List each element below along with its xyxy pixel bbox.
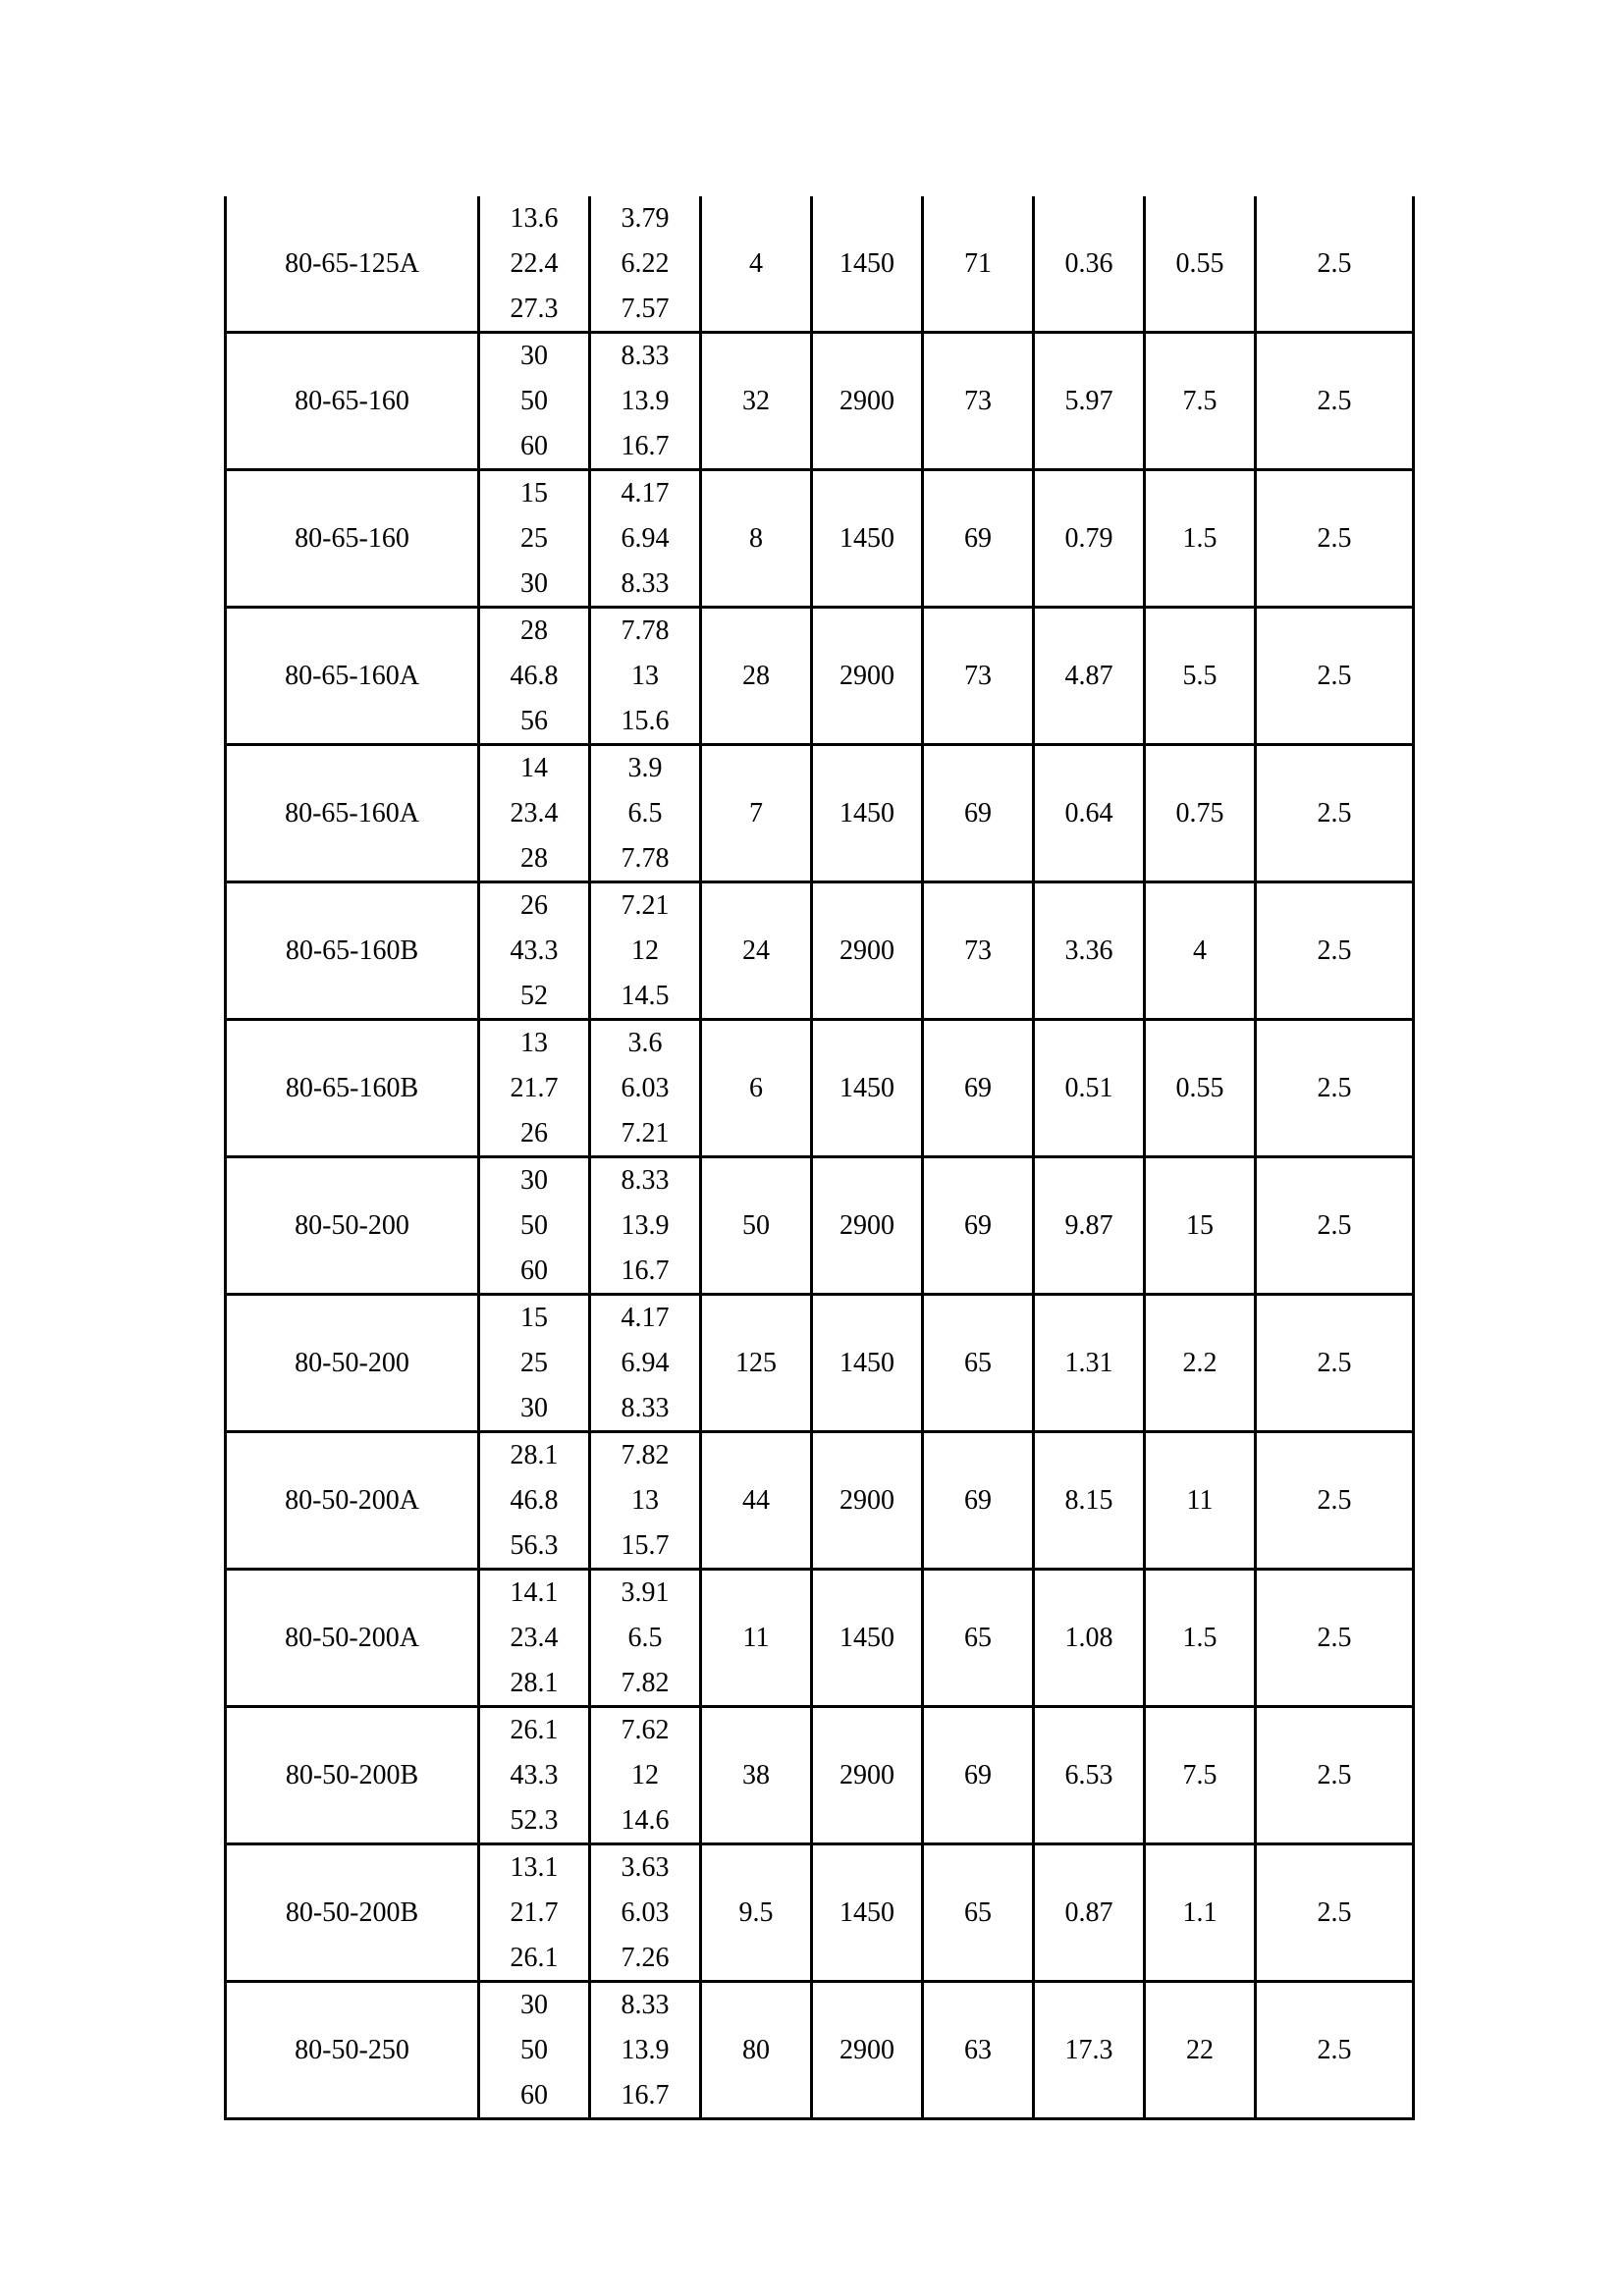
npsh-cell: 2.5	[1256, 1157, 1414, 1295]
npsh-cell: 2.5	[1256, 1432, 1414, 1570]
model-cell: 80-65-160B	[226, 882, 479, 1020]
flow-ls-cell-value: 4.17	[621, 1302, 670, 1333]
flow-m3h-cell-value: 27.3	[510, 293, 559, 324]
motor-power-cell: 1.5	[1145, 1570, 1256, 1707]
motor-power-cell: 4	[1145, 882, 1256, 1020]
npsh-cell: 2.5	[1256, 1570, 1414, 1707]
shaft-power-cell: 3.36	[1034, 882, 1145, 1020]
flow-m3h-cell-value: 30	[520, 1392, 548, 1423]
flow-ls-cell-value: 6.22	[621, 247, 670, 279]
flow-ls-cell-value: 7.82	[621, 1667, 670, 1698]
flow-m3h-cell	[479, 1570, 590, 1707]
model-cell: 80-50-200B	[226, 1844, 479, 1982]
model-cell: 80-65-125A	[226, 196, 479, 333]
table-row	[226, 1432, 1414, 1570]
flow-ls-cell-value: 3.91	[621, 1576, 670, 1608]
table-row	[226, 1982, 1414, 2119]
flow-m3h-cell-value: 23.4	[510, 1622, 559, 1653]
head-cell: 4	[701, 196, 812, 333]
pump-spec-table	[224, 196, 1415, 2120]
efficiency-cell: 65	[923, 1295, 1034, 1432]
flow-ls-cell-value: 8.33	[621, 1392, 670, 1423]
shaft-power-cell: 4.87	[1034, 608, 1145, 745]
flow-ls-cell-value: 12	[631, 934, 659, 966]
flow-m3h-cell-value: 25	[520, 1347, 548, 1378]
efficiency-cell: 73	[923, 608, 1034, 745]
head-cell: 44	[701, 1432, 812, 1570]
head-cell: 7	[701, 745, 812, 882]
shaft-power-cell: 1.08	[1034, 1570, 1145, 1707]
flow-m3h-cell-value: 50	[520, 1209, 548, 1241]
flow-m3h-cell-value: 14	[520, 752, 548, 783]
efficiency-cell: 69	[923, 1157, 1034, 1295]
efficiency-cell: 69	[923, 470, 1034, 608]
table-row	[226, 882, 1414, 1020]
npsh-cell: 2.5	[1256, 196, 1414, 333]
flow-m3h-cell-value: 15	[520, 477, 548, 508]
efficiency-cell: 65	[923, 1570, 1034, 1707]
flow-m3h-cell-value: 26	[520, 889, 548, 921]
npsh-cell: 2.5	[1256, 470, 1414, 608]
flow-ls-cell-value: 6.03	[621, 1072, 670, 1103]
flow-ls-cell	[590, 333, 701, 470]
flow-ls-cell	[590, 1707, 701, 1844]
flow-ls-cell-value: 3.6	[627, 1027, 663, 1058]
model-cell: 80-65-160A	[226, 608, 479, 745]
efficiency-cell: 69	[923, 1020, 1034, 1157]
flow-ls-cell	[590, 745, 701, 882]
speed-cell: 1450	[812, 1844, 923, 1982]
model-cell: 80-50-250	[226, 1982, 479, 2119]
npsh-cell: 2.5	[1256, 882, 1414, 1020]
flow-m3h-cell	[479, 1844, 590, 1982]
flow-m3h-cell-value: 56.3	[510, 1529, 559, 1561]
efficiency-cell: 73	[923, 882, 1034, 1020]
flow-ls-cell-value: 3.79	[621, 202, 670, 234]
flow-ls-cell-value: 7.62	[621, 1714, 670, 1745]
head-cell: 28	[701, 608, 812, 745]
shaft-power-cell: 9.87	[1034, 1157, 1145, 1295]
npsh-cell: 2.5	[1256, 1982, 1414, 2119]
flow-m3h-cell-value: 21.7	[510, 1072, 559, 1103]
flow-ls-cell-value: 6.5	[627, 797, 663, 828]
head-cell: 8	[701, 470, 812, 608]
flow-m3h-cell-value: 14.1	[510, 1576, 559, 1608]
flow-ls-cell-value: 14.5	[621, 980, 670, 1011]
flow-ls-cell	[590, 1295, 701, 1432]
flow-m3h-cell-value: 60	[520, 1255, 548, 1286]
flow-m3h-cell-value: 52	[520, 980, 548, 1011]
motor-power-cell: 7.5	[1145, 333, 1256, 470]
flow-ls-cell-value: 16.7	[621, 1255, 670, 1286]
flow-ls-cell	[590, 196, 701, 333]
flow-ls-cell-value: 4.17	[621, 477, 670, 508]
flow-ls-cell-value: 15.6	[621, 705, 670, 736]
flow-m3h-cell	[479, 745, 590, 882]
table-row	[226, 1570, 1414, 1707]
flow-m3h-cell-value: 43.3	[510, 1759, 559, 1790]
efficiency-cell: 65	[923, 1844, 1034, 1982]
flow-ls-cell-value: 7.78	[621, 614, 670, 646]
npsh-cell: 2.5	[1256, 745, 1414, 882]
head-cell: 50	[701, 1157, 812, 1295]
flow-ls-cell-value: 8.33	[621, 567, 670, 599]
flow-m3h-cell	[479, 608, 590, 745]
model-cell: 80-50-200A	[226, 1432, 479, 1570]
flow-m3h-cell-value: 28	[520, 842, 548, 874]
model-cell: 80-50-200A	[226, 1570, 479, 1707]
motor-power-cell: 1.1	[1145, 1844, 1256, 1982]
motor-power-cell: 11	[1145, 1432, 1256, 1570]
flow-m3h-cell	[479, 470, 590, 608]
speed-cell: 2900	[812, 1432, 923, 1570]
shaft-power-cell: 6.53	[1034, 1707, 1145, 1844]
flow-ls-cell	[590, 1157, 701, 1295]
model-cell: 80-65-160	[226, 333, 479, 470]
model-cell: 80-50-200	[226, 1157, 479, 1295]
flow-m3h-cell	[479, 1982, 590, 2119]
flow-m3h-cell-value: 28	[520, 614, 548, 646]
flow-ls-cell-value: 13	[631, 1484, 659, 1516]
table-row	[226, 333, 1414, 470]
shaft-power-cell: 17.3	[1034, 1982, 1145, 2119]
flow-ls-cell-value: 6.94	[621, 1347, 670, 1378]
flow-ls-cell-value: 13.9	[621, 2034, 670, 2065]
efficiency-cell: 69	[923, 1707, 1034, 1844]
flow-ls-cell-value: 14.6	[621, 1804, 670, 1836]
flow-ls-cell-value: 7.21	[621, 1117, 670, 1148]
speed-cell: 1450	[812, 1570, 923, 1707]
model-cell: 80-65-160A	[226, 745, 479, 882]
flow-m3h-cell-value: 28.1	[510, 1439, 559, 1470]
flow-m3h-cell-value: 13.1	[510, 1851, 559, 1883]
flow-ls-cell-value: 13.9	[621, 1209, 670, 1241]
motor-power-cell: 0.55	[1145, 1020, 1256, 1157]
shaft-power-cell: 0.79	[1034, 470, 1145, 608]
table-row	[226, 1295, 1414, 1432]
head-cell: 11	[701, 1570, 812, 1707]
npsh-cell: 2.5	[1256, 608, 1414, 745]
flow-ls-cell-value: 15.7	[621, 1529, 670, 1561]
head-cell: 38	[701, 1707, 812, 1844]
speed-cell: 2900	[812, 1982, 923, 2119]
flow-ls-cell-value: 13	[631, 660, 659, 691]
flow-m3h-cell-value: 56	[520, 705, 548, 736]
flow-m3h-cell	[479, 882, 590, 1020]
speed-cell: 2900	[812, 333, 923, 470]
motor-power-cell: 0.55	[1145, 196, 1256, 333]
npsh-cell: 2.5	[1256, 1295, 1414, 1432]
flow-ls-cell-value: 13.9	[621, 385, 670, 416]
flow-ls-cell	[590, 1570, 701, 1707]
table-row	[226, 196, 1414, 333]
flow-ls-cell	[590, 470, 701, 608]
flow-ls-cell	[590, 608, 701, 745]
flow-m3h-cell	[479, 1432, 590, 1570]
flow-m3h-cell-value: 30	[520, 1989, 548, 2020]
speed-cell: 1450	[812, 1020, 923, 1157]
model-cell: 80-50-200B	[226, 1707, 479, 1844]
flow-ls-cell	[590, 1020, 701, 1157]
flow-m3h-cell-value: 50	[520, 2034, 548, 2065]
flow-ls-cell-value: 12	[631, 1759, 659, 1790]
flow-ls-cell-value: 6.94	[621, 522, 670, 554]
motor-power-cell: 22	[1145, 1982, 1256, 2119]
motor-power-cell: 15	[1145, 1157, 1256, 1295]
flow-m3h-cell-value: 60	[520, 430, 548, 461]
npsh-cell: 2.5	[1256, 1844, 1414, 1982]
flow-ls-cell-value: 3.9	[627, 752, 663, 783]
speed-cell: 1450	[812, 1295, 923, 1432]
npsh-cell: 2.5	[1256, 333, 1414, 470]
shaft-power-cell: 8.15	[1034, 1432, 1145, 1570]
flow-m3h-cell	[479, 196, 590, 333]
flow-m3h-cell-value: 23.4	[510, 797, 559, 828]
flow-ls-cell-value: 7.82	[621, 1439, 670, 1470]
flow-m3h-cell-value: 43.3	[510, 934, 559, 966]
table-row	[226, 1020, 1414, 1157]
motor-power-cell: 7.5	[1145, 1707, 1256, 1844]
flow-ls-cell	[590, 882, 701, 1020]
flow-ls-cell-value: 16.7	[621, 430, 670, 461]
shaft-power-cell: 1.31	[1034, 1295, 1145, 1432]
head-cell: 80	[701, 1982, 812, 2119]
flow-ls-cell-value: 16.7	[621, 2079, 670, 2110]
speed-cell: 1450	[812, 745, 923, 882]
model-cell: 80-65-160B	[226, 1020, 479, 1157]
table-row	[226, 745, 1414, 882]
speed-cell: 2900	[812, 1157, 923, 1295]
npsh-cell: 2.5	[1256, 1020, 1414, 1157]
motor-power-cell: 5.5	[1145, 608, 1256, 745]
flow-m3h-cell-value: 25	[520, 522, 548, 554]
flow-ls-cell-value: 6.5	[627, 1622, 663, 1653]
speed-cell: 2900	[812, 1707, 923, 1844]
head-cell: 125	[701, 1295, 812, 1432]
efficiency-cell: 73	[923, 333, 1034, 470]
speed-cell: 1450	[812, 196, 923, 333]
flow-m3h-cell-value: 26.1	[510, 1942, 559, 1973]
head-cell: 24	[701, 882, 812, 1020]
flow-ls-cell-value: 7.78	[621, 842, 670, 874]
efficiency-cell: 69	[923, 745, 1034, 882]
head-cell: 9.5	[701, 1844, 812, 1982]
table-row	[226, 1707, 1414, 1844]
shaft-power-cell: 5.97	[1034, 333, 1145, 470]
head-cell: 32	[701, 333, 812, 470]
flow-ls-cell-value: 7.26	[621, 1942, 670, 1973]
flow-m3h-cell-value: 46.8	[510, 660, 559, 691]
flow-ls-cell	[590, 1844, 701, 1982]
flow-m3h-cell-value: 15	[520, 1302, 548, 1333]
speed-cell: 2900	[812, 608, 923, 745]
table-row	[226, 608, 1414, 745]
shaft-power-cell: 0.36	[1034, 196, 1145, 333]
flow-m3h-cell-value: 60	[520, 2079, 548, 2110]
flow-m3h-cell-value: 13.6	[510, 202, 559, 234]
flow-m3h-cell-value: 21.7	[510, 1896, 559, 1928]
shaft-power-cell: 0.64	[1034, 745, 1145, 882]
flow-ls-cell-value: 8.33	[621, 340, 670, 371]
efficiency-cell: 71	[923, 196, 1034, 333]
table-row	[226, 1844, 1414, 1982]
flow-m3h-cell	[479, 1295, 590, 1432]
flow-m3h-cell-value: 50	[520, 385, 548, 416]
speed-cell: 2900	[812, 882, 923, 1020]
flow-m3h-cell-value: 30	[520, 567, 548, 599]
flow-ls-cell-value: 7.57	[621, 293, 670, 324]
flow-m3h-cell-value: 22.4	[510, 247, 559, 279]
efficiency-cell: 63	[923, 1982, 1034, 2119]
head-cell: 6	[701, 1020, 812, 1157]
flow-m3h-cell	[479, 1707, 590, 1844]
flow-m3h-cell	[479, 1020, 590, 1157]
efficiency-cell: 69	[923, 1432, 1034, 1570]
flow-ls-cell-value: 6.03	[621, 1896, 670, 1928]
flow-ls-cell	[590, 1982, 701, 2119]
flow-m3h-cell-value: 46.8	[510, 1484, 559, 1516]
shaft-power-cell: 0.87	[1034, 1844, 1145, 1982]
flow-m3h-cell-value: 28.1	[510, 1667, 559, 1698]
table-row	[226, 470, 1414, 608]
flow-m3h-cell-value: 26	[520, 1117, 548, 1148]
model-cell: 80-50-200	[226, 1295, 479, 1432]
flow-m3h-cell-value: 13	[520, 1027, 548, 1058]
flow-m3h-cell	[479, 333, 590, 470]
flow-ls-cell-value: 8.33	[621, 1989, 670, 2020]
motor-power-cell: 2.2	[1145, 1295, 1256, 1432]
motor-power-cell: 0.75	[1145, 745, 1256, 882]
flow-ls-cell-value: 7.21	[621, 889, 670, 921]
flow-m3h-cell	[479, 1157, 590, 1295]
flow-m3h-cell-value: 52.3	[510, 1804, 559, 1836]
npsh-cell: 2.5	[1256, 1707, 1414, 1844]
motor-power-cell: 1.5	[1145, 470, 1256, 608]
flow-ls-cell-value: 8.33	[621, 1164, 670, 1196]
shaft-power-cell: 0.51	[1034, 1020, 1145, 1157]
flow-m3h-cell-value: 26.1	[510, 1714, 559, 1745]
flow-ls-cell-value: 3.63	[621, 1851, 670, 1883]
table-body	[226, 196, 1414, 2119]
flow-ls-cell	[590, 1432, 701, 1570]
speed-cell: 1450	[812, 470, 923, 608]
model-cell: 80-65-160	[226, 470, 479, 608]
flow-m3h-cell-value: 30	[520, 1164, 548, 1196]
table-row	[226, 1157, 1414, 1295]
flow-m3h-cell-value: 30	[520, 340, 548, 371]
